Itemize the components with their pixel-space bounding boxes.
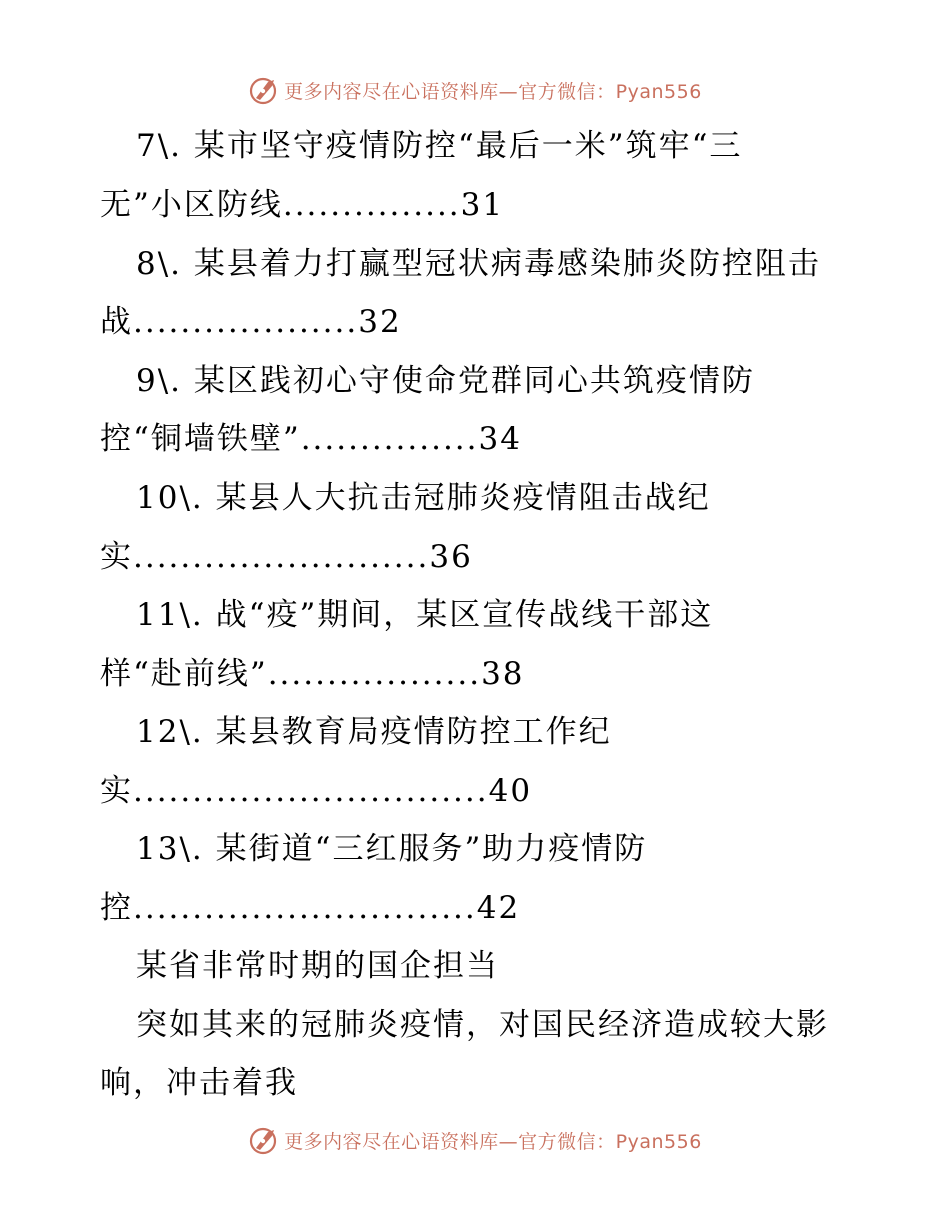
toc-entry-10-line1: 10\. 某县人大抗击冠肺炎疫情阻击战纪 [136, 480, 711, 516]
toc-entry-7-line2: 无”小区防线...............31 [100, 187, 505, 223]
toc-entry-9-line1: 9\. 某区践初心守使命党群同心共筑疫情防 [136, 363, 755, 399]
toc-entry-7-line1: 7\. 某市坚守疫情防控“最后一米”筑牢“三 [136, 128, 743, 164]
toc-entry-9-line2: 控“铜墙铁壁”...............34 [100, 421, 522, 457]
header-watermark [0, 70, 950, 110]
footer-watermark [0, 1120, 950, 1160]
toc-entry-13-line2: 控.............................42 [100, 890, 521, 926]
pen-nib-circle-icon [248, 1124, 280, 1156]
toc-entry-12-line1: 12\. 某县教育局疫情防控工作纪 [136, 714, 612, 750]
toc-entry-12-line2: 实..............................40 [100, 773, 533, 809]
toc-entry-11-line1: 11\. 战“疫”期间，某区宣传战线干部这 [136, 597, 714, 633]
toc-entry-8-line1: 8\. 某县着力打赢型冠状病毒感染肺炎防控阻击 [136, 246, 821, 282]
toc-entry-13-line1: 13\. 某街道“三红服务”助力疫情防 [136, 831, 648, 867]
toc-entry-8-line2: 战...................32 [100, 304, 402, 340]
toc-entry-10-line2: 实.........................36 [100, 539, 473, 575]
toc-entry-11-line2: 样“赴前线”..................38 [100, 656, 525, 692]
watermark-text: 更多内容尽在心语资料库—官方微信：Pyan556 [284, 1130, 702, 1153]
section-heading: 某省非常时期的国企担当 [136, 948, 499, 984]
body-paragraph-line2: 响，冲击着我 [100, 1065, 298, 1101]
watermark-text: 更多内容尽在心语资料库—官方微信：Pyan556 [284, 80, 702, 103]
body-paragraph-line1: 突如其来的冠肺炎疫情，对国民经济造成较大影 [136, 1007, 829, 1043]
pen-nib-circle-icon [248, 74, 280, 106]
